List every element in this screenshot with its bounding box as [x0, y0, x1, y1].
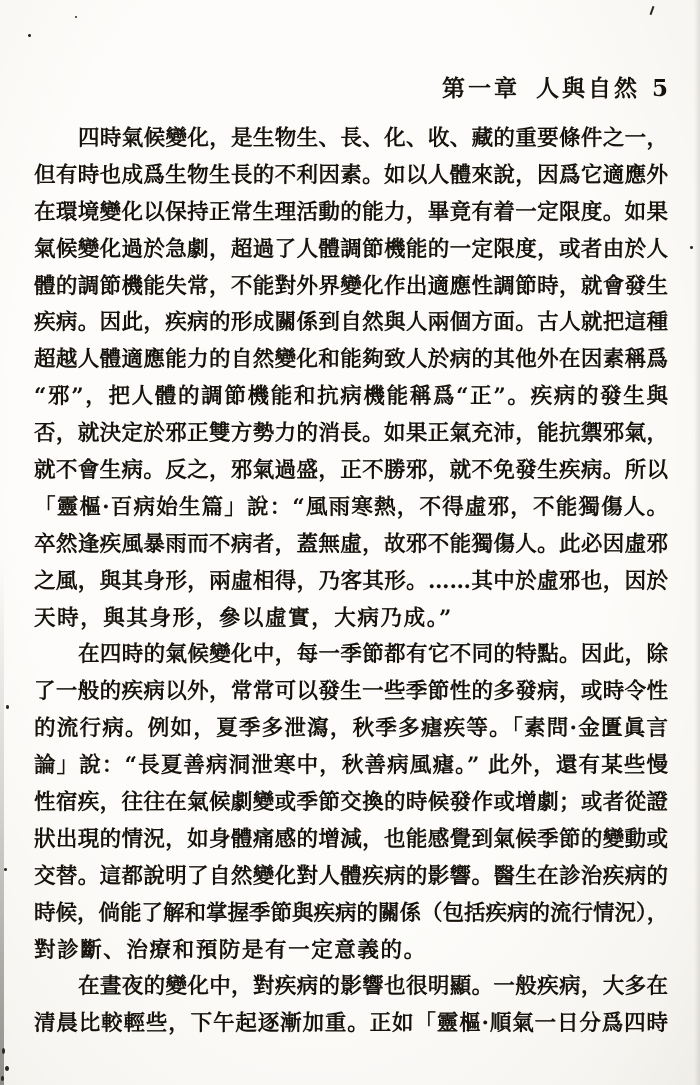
scan-speckle — [650, 6, 655, 15]
scan-speckle — [75, 16, 77, 18]
text-line: 否，就決定於邪正雙方勢力的消長。如果正氣充沛，能抗禦邪氣， — [34, 421, 668, 447]
paragraph-1 — [34, 121, 668, 637]
page-content — [34, 121, 668, 1043]
text-line: 時候，倘能了解和掌握季節與疾病的關係（包括疾病的流行情況）， — [34, 900, 668, 926]
text-line: 在四時的氣候變化中，每一季節都有它不同的特點。因此，除 — [78, 642, 668, 668]
text-line: 疾病。因此，疾病的形成關係到自然與人兩個方面。古人就把這種 — [34, 310, 668, 336]
text-line: 超越人體適應能力的自然變化和能夠致人於病的其他外在因素稱爲 — [34, 347, 668, 373]
chapter-title: 人與自然 — [535, 75, 640, 102]
text-line: 之風，與其身形，兩虛相得，乃客其形。……其中於虛邪也，因於 — [34, 568, 668, 594]
scan-speckle — [5, 1066, 9, 1071]
text-line: 狀出現的情況，如身體痛感的增減，也能感覺到氣候季節的變動或 — [34, 826, 668, 852]
scan-edge-shadow — [0, 560, 4, 1085]
paragraph-3 — [34, 969, 668, 1043]
text-line: 論」說：“長夏善病洞泄寒中，秋善病風瘧。” 此外，還有某些慢 — [34, 753, 668, 779]
scan-speckle — [690, 246, 693, 249]
text-line: 「靈樞·百病始生篇」說：“風雨寒熱，不得虛邪，不能獨傷人。 — [34, 494, 668, 520]
text-line: 就不會生病。反之，邪氣過盛，正不勝邪，就不免發生疾病。所以 — [34, 458, 668, 484]
text-line: 天時，與其身形，參以虛實，大病乃成。” — [34, 605, 454, 631]
scan-speckle — [6, 705, 9, 709]
text-line: 交替。這都說明了自然變化對人體疾病的影響。醫生在診治疾病的 — [34, 863, 668, 889]
text-line: 對診斷、治療和預防是有一定意義的。 — [34, 937, 427, 963]
scan-speckle — [4, 868, 7, 871]
text-line: 氣候變化過於急劇，超過了人體調節機能的一定限度，或者由於人 — [34, 236, 668, 262]
page-number: 5 — [651, 75, 668, 102]
page-header — [0, 70, 668, 103]
text-line: “邪”，把人體的調節機能和抗病機能稱爲“正”。疾病的發生與 — [34, 384, 668, 410]
text-line: 在環境變化以保持正常生理活動的能力，畢竟有着一定限度。如果 — [34, 199, 668, 225]
text-line: 了一般的疾病以外，常常可以發生一些季節性的多發病，或時令性 — [34, 679, 668, 705]
scan-speckle — [1, 1076, 4, 1081]
scan-speckle — [28, 34, 31, 37]
text-line: 的流行病。例如，夏季多泄瀉，秋季多瘧疾等。「素問·金匱眞言 — [34, 716, 668, 742]
text-line: 卒然逢疾風暴雨而不病者，蓋無虛，故邪不能獨傷人。此必因虛邪 — [34, 531, 668, 557]
text-line: 但有時也成爲生物生長的不利因素。如以人體來說，因爲它適應外 — [34, 162, 668, 188]
text-line: 在晝夜的變化中，對疾病的影響也很明顯。一般疾病，大多在 — [78, 974, 668, 1000]
text-line: 清晨比較輕些，下午起逐漸加重。正如「靈樞·順氣一日分爲四時 — [34, 1011, 668, 1037]
chapter-label: 第一章 — [441, 75, 520, 102]
scan-speckle — [2, 1048, 5, 1054]
paragraph-2 — [34, 637, 668, 969]
text-line: 四時氣候變化，是生物生、長、化、收、藏的重要條件之一， — [78, 126, 668, 151]
scan-edge-shadow — [694, 0, 700, 1085]
text-line: 性宿疾，往往在氣候劇變或季節交換的時候發作或增劇；或者從證 — [34, 790, 668, 816]
text-line: 體的調節機能失常，不能對外界變化作出適應性調節時，就會發生 — [34, 273, 668, 299]
